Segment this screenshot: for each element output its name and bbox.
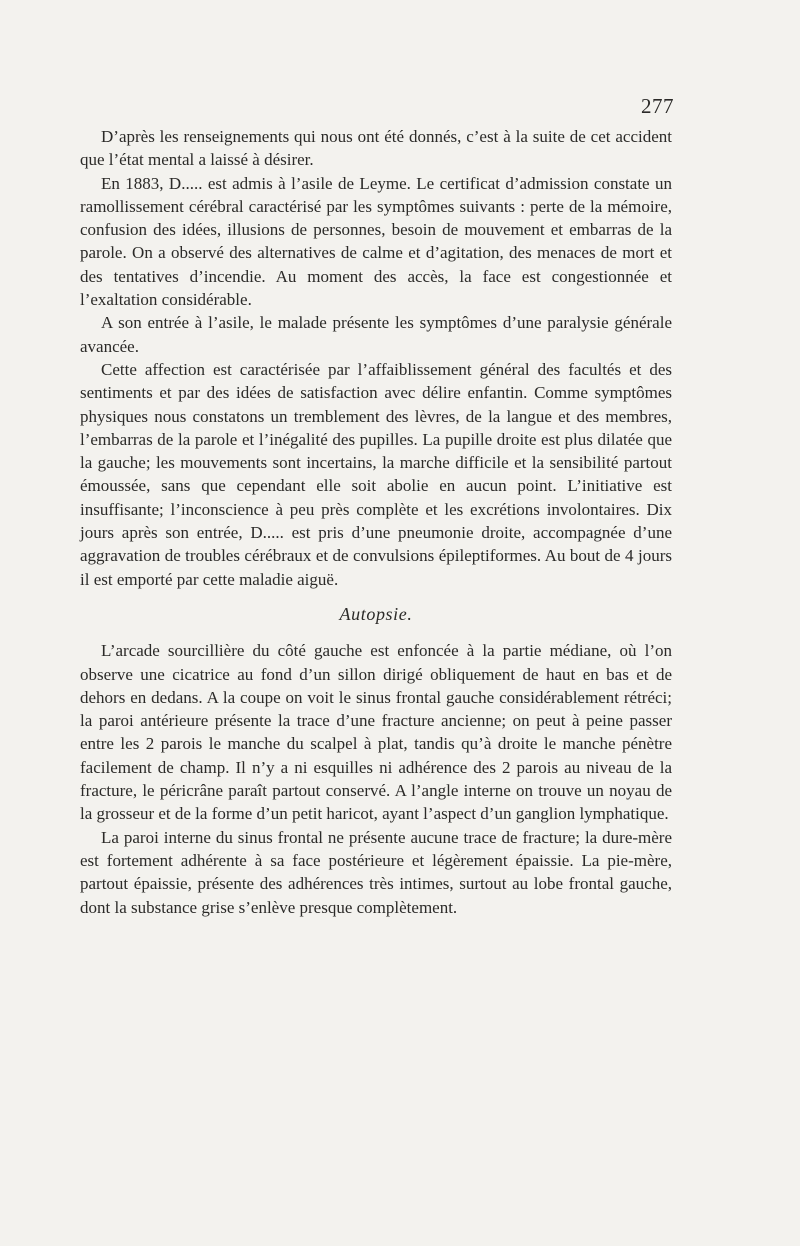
section-heading: Autopsie. bbox=[339, 603, 413, 624]
paragraph: L’arcade sourcillière du côté gauche est enfoncée à la partie médiane, où l’on observe une cicatrice au fond d’un sillon dirigé obliquement de haut en bas et de dehors en dedans. A la coupe on voit le sinus frontal gauche considérablement rétréci; la paroi antérieure présente la trace d’une fracture ancienne; on peut à peine passer entre les 2 parois le manche du scalpel à plat, tandis qu’à droite le manche pénètre facilement de champ. Il n’y a ni esquilles ni adhérence des 2 parois au niveau de la fracture, le péricrâne paraît partout conservé. A l’angle interne on trouve un noyau de la grosseur et de la forme d’un petit haricot, ayant l’aspect d’un ganglion lymphatique. bbox=[80, 641, 672, 824]
paragraph: A son entrée à l’asile, le malade présente les symptômes d’une paralysie générale avancée. bbox=[80, 313, 672, 356]
paragraph: D’après les renseignements qui nous ont été donnés, c’est à la suite de cet accident que l’état mental a laissé à désirer. bbox=[80, 127, 672, 170]
paragraph: En 1883, D..... est admis à l’asile de Leyme. Le certificat d’admission constate un ramollissement cérébral caractérisé par les symptômes suivants : perte de la mémoire, confusion des idées, illusions de personnes, besoin de mouvement et embarras de la parole. On a observé des alternatives de calme et d’agitation, des menaces de mort et des tentatives d’incendie. Au moment des accès, la face est congestionnée et l’exaltation considérable. bbox=[80, 173, 672, 310]
body-text bbox=[80, 125, 672, 919]
paragraph: Cette affection est caractérisée par l’affaiblissement général des facultés et des sentiments et par des idées de satisfaction avec délire enfantin. Comme symptômes physiques nous constatons un tremblement des lèvres, de la langue et des membres, l’embarras de la parole et l’inégalité des pupilles. La pupille droite est plus dilatée que la gauche; les mouvements sont incertains, la marche difficile et la sensibilité partout émoussée, sans que cependant elle soit abolie en aucun point. L’initiative est insuffisante; l’inconscience à peu près complète et les excrétions involontaires. Dix jours après son entrée, D..... est pris d’une pneumonie droite, accompagnée d’une aggravation de troubles cérébraux et de convulsions épileptiformes. Au bout de 4 jours il est emporté par cette maladie aiguë. bbox=[80, 359, 672, 589]
page-number: 277 bbox=[641, 94, 674, 118]
paragraph: La paroi interne du sinus frontal ne présente aucune trace de fracture; la dure-mère est fortement adhérente à sa face postérieure et légèrement épaissie. La pie-mère, partout épaissie, présente des adhérences très intimes, surtout au lobe frontal gauche, dont la substance grise s’enlève presque complètement. bbox=[80, 827, 672, 917]
